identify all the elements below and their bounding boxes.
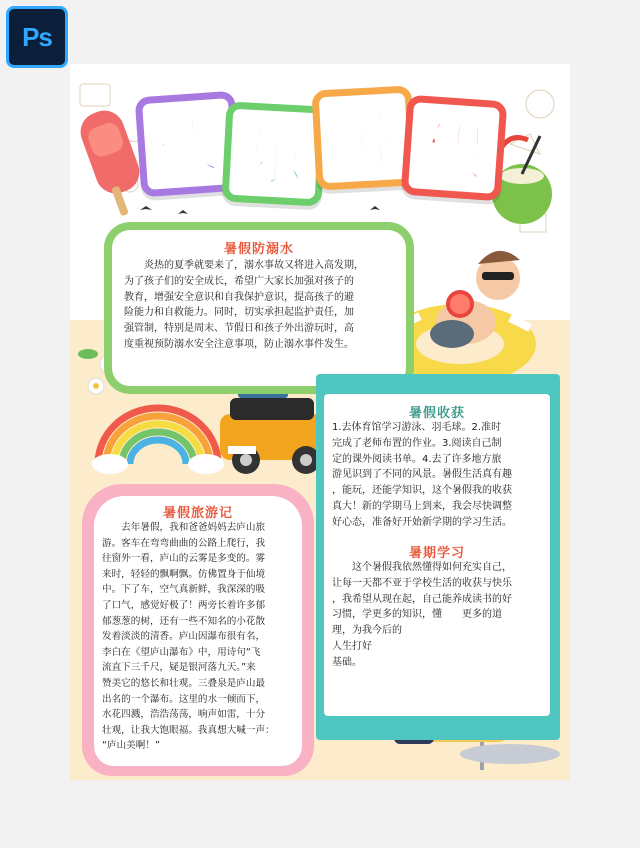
- harvest-study-section: [316, 374, 560, 740]
- title-tile-4: [401, 95, 508, 202]
- title-char-4: 假: [421, 115, 487, 190]
- study-title: 暑期学习: [408, 546, 465, 561]
- title-tile-3: [311, 85, 416, 190]
- poster: [70, 64, 570, 780]
- drowning-title: 暑假防溺水: [223, 242, 294, 257]
- title-tile-2: [221, 101, 326, 206]
- travel-section: [82, 484, 314, 776]
- study-text: 这个暑假我依然懂得如何充实自己， 让每一天都不亚于学校生活的收获与快乐 ，我希望从现在起，自己能养成读书的好 习惯，学更多的知识，懂 更多的道 理，为我今后的 人生打好 基础。: [332, 562, 512, 668]
- harvest-text: 1.去体育馆学习游泳、羽毛球。2.准时 完成了老师布置的作业。3.阅读自己制 定的课外阅读书单。4.去了许多地方旅 游见识到了不同的风景。暑假生活真有趣 ，能玩，还能学知识，这个暑假我的收获 真大！新的学期马上到来，我会尽快调整 好心态，准备好开始新学期的学习生活。: [332, 422, 512, 528]
- poster-title: [138, 84, 498, 202]
- travel-title: 暑假旅游记: [162, 506, 233, 521]
- harvest-title: 暑假收获: [408, 406, 465, 421]
- photoshop-app-label: Ps: [22, 21, 52, 52]
- drowning-section: [104, 222, 414, 394]
- popsicle-icon: [75, 105, 145, 216]
- bird-icon: [140, 206, 380, 214]
- title-char-1: 快: [155, 111, 221, 186]
- travel-text: 去年暑假，我和爸爸妈妈去庐山旅 游。客车在弯弯曲曲的公路上爬行，我 往窗外一看，庐山的云雾是多变的。雾 来时，轻轻的飘啊飘。仿佛置身于仙境 中。下了车，空气真新鲜，我深深的吸 了口气，感觉好极了！两旁长着许多郁 郁葱葱的树，还有一些不知名的小花散 发着淡淡的清香。庐山因瀑布很有名， 李白在《望庐山瀑布》中，用诗句“飞 流直下三千尺，疑是银河落九天。”来 赞美它的悠长和壮观。三叠泉是庐山最 出名的一个瀑布。这里的水一倾而下， 水花四溅，浩浩荡荡，响声如雷，十分 壮观，让我大饱眼福。我真想大喊一声： “庐山美啊！”: [102, 522, 275, 752]
- photoshop-app-icon[interactable]: [6, 6, 68, 68]
- title-char-3: 暑: [332, 106, 397, 180]
- drowning-text: 炎热的夏季就要来了，溺水事故又将进入高发期， 为了孩子们的安全成长，希望广大家长加强对孩子的 教育，增强安全意识和自我保护意识，提高孩子的避 险能力和自救能力。同时，切实承担起监护责任，加 强管制，特别是周末、节假日和孩子外出游玩时，高 度重视预防溺水安全注意事项，防止溺水事件发生。: [124, 260, 364, 350]
- travel-inner: [94, 496, 302, 766]
- harvest-study-inner: [324, 394, 550, 716]
- title-char-2: 乐: [241, 122, 306, 196]
